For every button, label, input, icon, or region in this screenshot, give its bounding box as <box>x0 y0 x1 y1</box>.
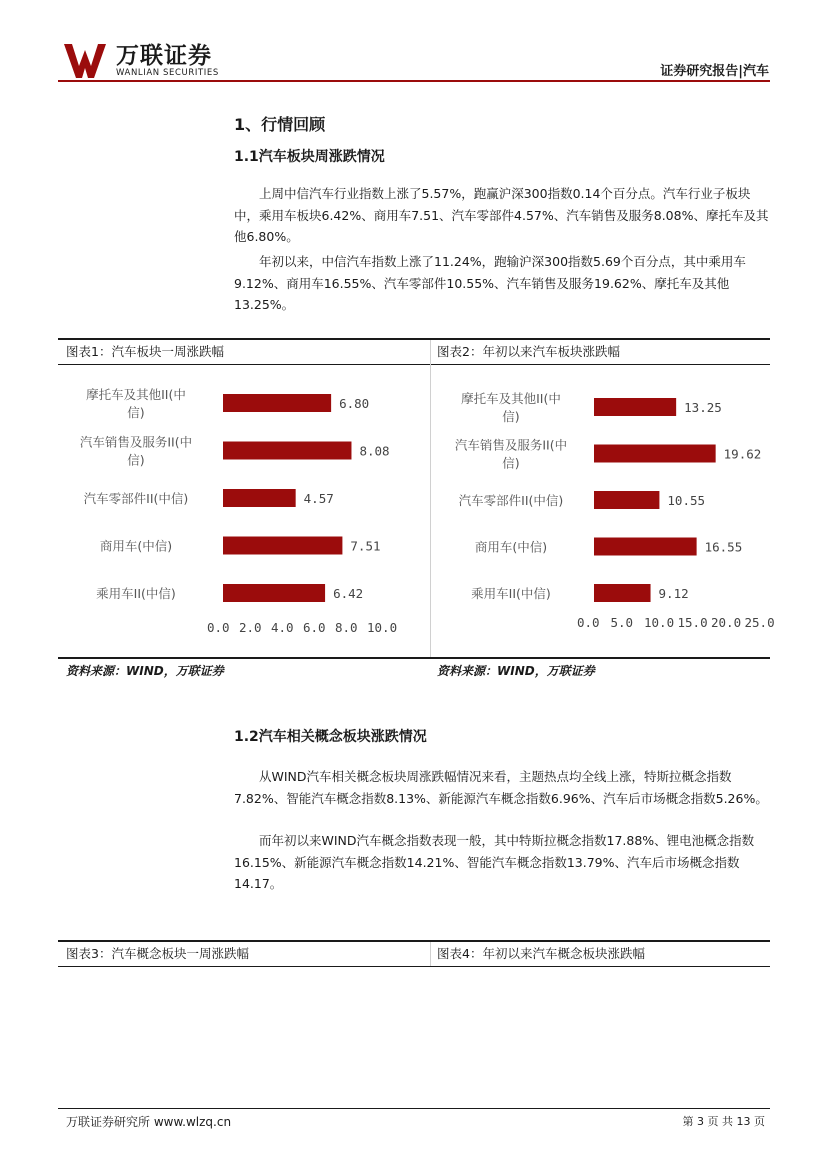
bar-2 <box>594 491 659 509</box>
figure-row2-divider <box>430 942 431 966</box>
value-label-4: 9.12 <box>658 586 689 601</box>
category-label-1-line0: 汽车销售及服务II(中 <box>79 434 193 450</box>
category-label-4: 乘用车II(中信) <box>471 586 551 601</box>
figure-row1-top-rule <box>58 338 770 340</box>
bar-4 <box>223 584 325 602</box>
x-tick-label-0: 0.0 <box>207 620 230 635</box>
bar-3 <box>223 537 342 555</box>
paragraph-concept-ytd: 而年初以来WIND汽车概念指数表现一般，其中特斯拉概念指数17.88%、锂电池概念指数16.15%、新能源汽车概念指数14.21%、智能汽车概念指数13.79%、汽车后市场概念指数14.17。 <box>234 833 755 891</box>
x-tick-label-3: 15.0 <box>677 615 708 630</box>
figure2-title: 图表2：年初以来汽车板块涨跌幅 <box>437 344 620 359</box>
category-label-0-line0: 摩托车及其他II(中 <box>86 387 186 402</box>
category-label-3: 商用车(中信) <box>99 538 173 554</box>
figure-row1-bottom-rule <box>58 657 770 659</box>
subsection-title-1-1: 1.1汽车板块周涨跌情况 <box>234 149 385 165</box>
category-label-1-line0: 汽车销售及服务II(中 <box>454 437 568 453</box>
figure-row2-title-rule <box>58 966 770 967</box>
figure4-title: 图表4：年初以来汽车概念板块涨跌幅 <box>437 946 645 961</box>
x-tick-label-4: 8.0 <box>335 620 358 635</box>
category-label-1-line1: 信) <box>127 452 145 468</box>
bar-4 <box>594 584 651 602</box>
value-label-2: 4.57 <box>303 491 334 506</box>
bar-3 <box>594 538 697 556</box>
category-label-0-line1: 信) <box>127 405 145 420</box>
section-title: 1、行情回顾 <box>234 115 326 134</box>
value-label-1: 8.08 <box>359 443 390 459</box>
logo-english-name: WANLIAN SECURITIES <box>116 68 219 78</box>
value-label-0: 6.80 <box>339 396 370 411</box>
figure1-source: 资料来源：WIND，万联证券 <box>66 664 224 678</box>
category-label-2: 汽车零部件II(中信) <box>458 493 564 508</box>
figure1-title: 图表1：汽车板块一周涨跌幅 <box>66 344 224 359</box>
figure2-source: 资料来源：WIND，万联证券 <box>437 664 595 678</box>
x-tick-label-1: 2.0 <box>239 620 262 635</box>
x-tick-label-0: 0.0 <box>577 615 600 630</box>
figure-row1-title-rule <box>58 364 770 365</box>
x-tick-label-5: 25.0 <box>744 615 775 630</box>
value-label-1: 19.62 <box>723 446 762 462</box>
category-label-2: 汽车零部件II(中信) <box>83 491 189 506</box>
subsection-title-1-2: 1.2汽车相关概念板块涨跌情况 <box>234 729 427 745</box>
x-tick-label-5: 10.0 <box>367 620 398 635</box>
value-label-3: 7.51 <box>350 538 381 554</box>
category-label-4: 乘用车II(中信) <box>96 586 176 601</box>
value-label-3: 16.55 <box>704 539 743 555</box>
paragraph-weekly-performance: 上周中信汽车行业指数上涨了5.57%，跑赢沪深300指数0.14个百分点。汽车行业子板块中，乘用车板块6.42%、商用车7.51、汽车零部件4.57%、汽车销售及服务8.08%、摩托车及其他6.80%。 <box>234 186 769 244</box>
page-number: 第 3 页 共 13 页 <box>682 1115 765 1128</box>
x-tick-label-1: 5.0 <box>610 615 634 630</box>
figure3-title: 图表3：汽车概念板块一周涨跌幅 <box>66 946 249 961</box>
bar-0 <box>223 394 331 412</box>
x-tick-label-4: 20.0 <box>711 615 742 630</box>
value-label-2: 10.55 <box>667 493 706 508</box>
report-type-label: 证券研究报告|汽车 <box>660 64 769 79</box>
figure-row2-top-rule <box>58 940 770 942</box>
header-divider <box>58 80 770 82</box>
category-label-0-line1: 信) <box>502 409 520 424</box>
logo-chinese-name: 万联证券 <box>116 43 212 69</box>
category-label-0-line0: 摩托车及其他II(中 <box>461 391 561 406</box>
figure2-bar-chart <box>432 370 775 650</box>
footer-institute: 万联证券研究所 www.wlzq.cn <box>66 1115 232 1129</box>
category-label-1-line1: 信) <box>502 455 520 471</box>
x-tick-label-2: 4.0 <box>271 620 294 635</box>
figure-row1-divider <box>430 340 431 658</box>
x-tick-label-3: 6.0 <box>303 620 326 635</box>
category-label-3: 商用车(中信) <box>474 539 548 555</box>
x-tick-label-2: 10.0 <box>644 615 675 630</box>
bar-1 <box>594 445 716 463</box>
footer-divider <box>58 1108 770 1109</box>
value-label-4: 6.42 <box>333 586 364 601</box>
paragraph-concept-weekly: 从WIND汽车相关概念板块周涨跌幅情况来看，主题热点均全线上涨，特斯拉概念指数7.82%、智能汽车概念指数8.13%、新能源汽车概念指数6.96%、汽车后市场概念指数5.26%。 <box>234 769 768 806</box>
bar-2 <box>223 489 296 507</box>
paragraph-ytd-performance: 年初以来，中信汽车指数上涨了11.24%，跑输沪深300指数5.69个百分点，其中乘用车9.12%、商用车16.55%、汽车零部件10.55%、汽车销售及服务19.62%、摩托车及其他13.25%。 <box>234 254 746 312</box>
figure1-bar-chart <box>60 370 426 650</box>
wanlian-logo-icon <box>64 44 108 78</box>
bar-0 <box>594 398 676 416</box>
value-label-0: 13.25 <box>684 400 722 415</box>
bar-1 <box>223 442 351 460</box>
